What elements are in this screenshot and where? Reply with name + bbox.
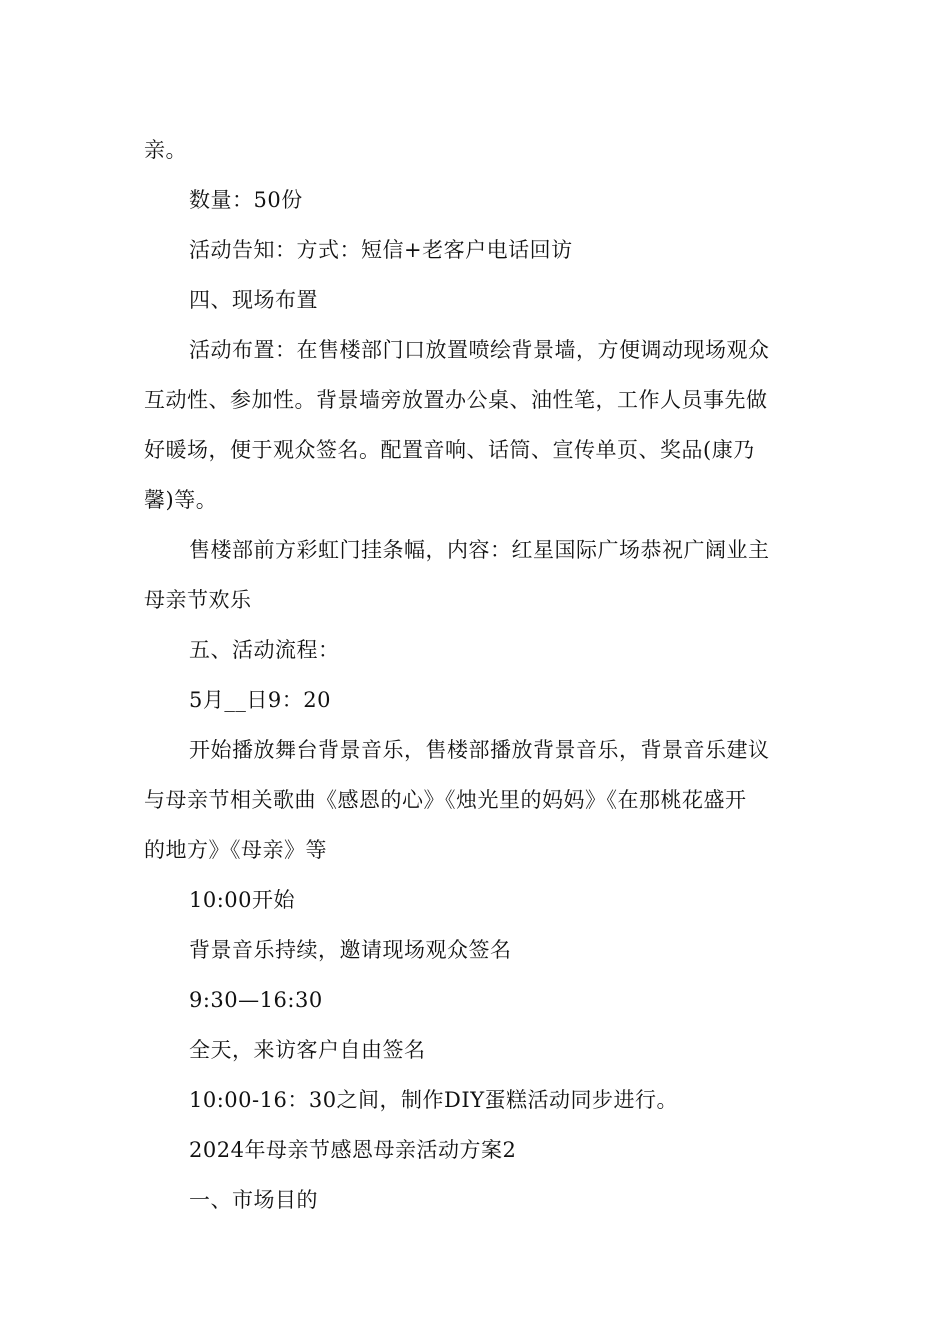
- text-line: 的地方》《母亲》等: [144, 838, 327, 862]
- text-line: 5月__日9：20: [189, 688, 331, 712]
- text-line: 活动告知：方式：短信+老客户电话回访: [189, 238, 573, 262]
- text-line: 全天，来访客户自由签名: [189, 1038, 426, 1062]
- text-line: 9:30—16:30: [189, 988, 323, 1012]
- section-heading: 一、市场目的: [189, 1188, 318, 1212]
- section-heading: 四、现场布置: [189, 288, 318, 312]
- text-line: 互动性、参加性。背景墙旁放置办公桌、油性笔，工作人员事先做: [144, 388, 768, 412]
- section-heading: 五、活动流程：: [189, 638, 340, 662]
- text-line: 好暖场，便于观众签名。配置音响、话筒、宣传单页、奖品(康乃: [144, 438, 755, 462]
- text-line: 背景音乐持续，邀请现场观众签名: [189, 938, 512, 962]
- text-line: 10:00-16：30之间，制作DIY蛋糕活动同步进行。: [189, 1088, 679, 1112]
- text-line: 活动布置：在售楼部门口放置喷绘背景墙，方便调动现场观众: [189, 338, 770, 362]
- text-line: 售楼部前方彩虹门挂条幅，内容：红星国际广场恭祝广阔业主: [189, 538, 770, 562]
- text-line: 母亲节欢乐: [144, 588, 252, 612]
- text-line: 开始播放舞台背景音乐，售楼部播放背景音乐，背景音乐建议: [189, 738, 770, 762]
- text-line: 与母亲节相关歌曲《感恩的心》《烛光里的妈妈》《在那桃花盛开: [144, 788, 747, 812]
- document-title: 2024年母亲节感恩母亲活动方案2: [189, 1138, 517, 1162]
- text-line: 亲。: [144, 138, 187, 162]
- text-line: 馨)等。: [144, 488, 218, 512]
- text-line: 数量：50份: [189, 188, 303, 212]
- text-line: 10:00开始: [189, 888, 296, 912]
